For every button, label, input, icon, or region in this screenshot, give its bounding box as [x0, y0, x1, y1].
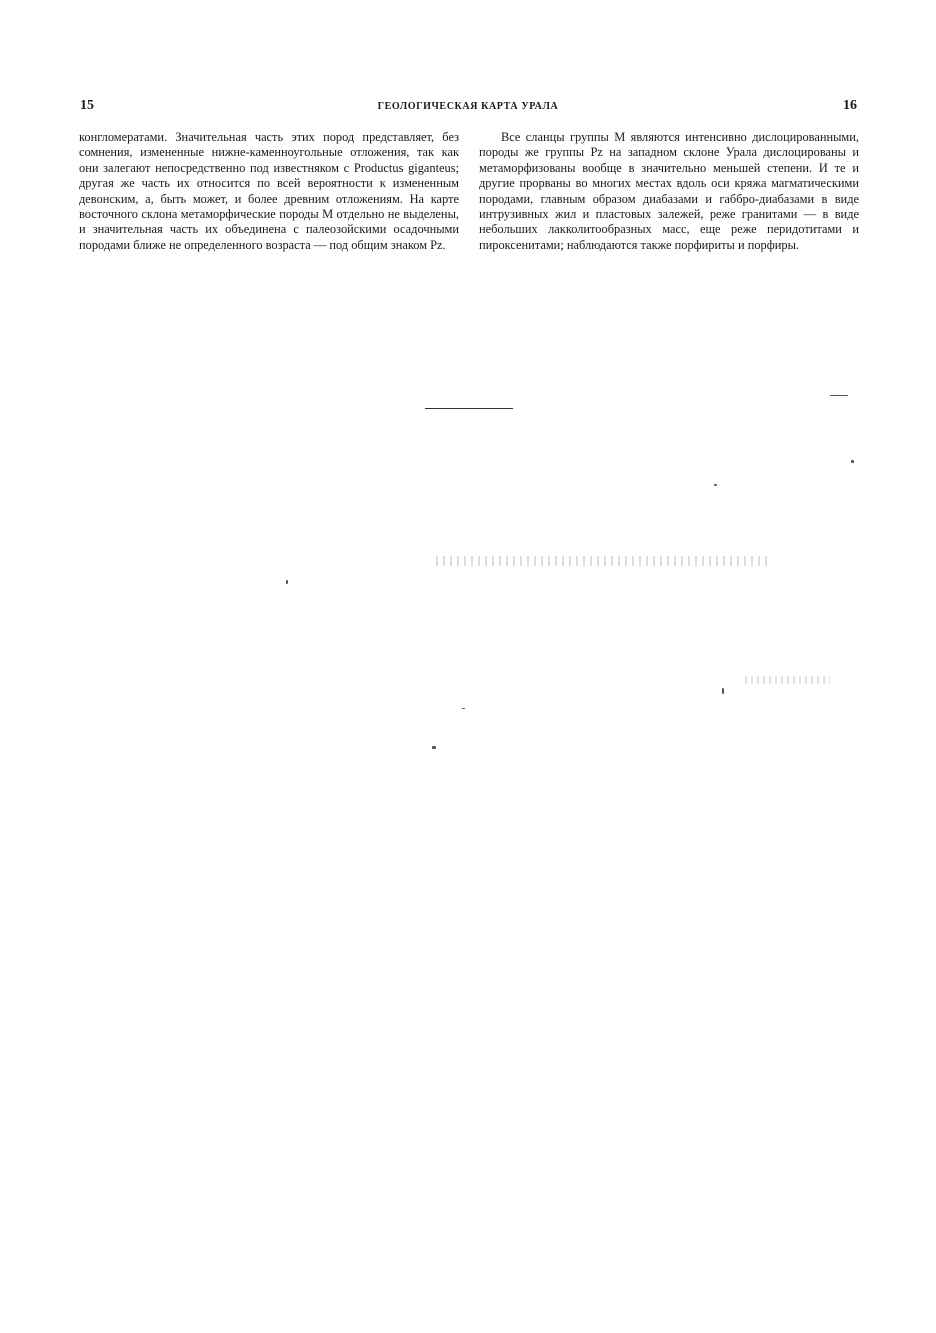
right-column: [479, 130, 859, 253]
scan-artifact: [745, 676, 830, 684]
right-paragraph: Все сланцы группы M являются интенсивно дислоцированными, породы же группы Pz на западном склоне Урала дислоцированы и метаморфизованы вообще в значительно меньшей степени. И те и другие прорваны во многих местах вдоль оси кряжа магматическими породами, главным образом диабазами и габбро-диабазами в виде интрузивных жил и пластовых залежей, реже гранитами — в виде небольших лакколитообразных масс, еще реже перидотитами и пироксенитами; наблюдаются также порфириты и порфиры.: [479, 130, 859, 252]
left-paragraph: конгломератами. Значительная часть этих пород представляет, без сомнения, измененные нижне-каменноугольные отложения, так как они залегают непосредственно под известняком с Productus giganteus; другая же часть их относится по всей вероятности к измененным девонским, а, быть может, и более древним отложениям. На карте восточного склона метаморфические породы M отдельно не выделены, и значительная часть их объединена с палеозойскими осадочными породами ближе не определенного возраста — под общим знаком Pz.: [79, 130, 459, 252]
page-number-right: 16: [843, 98, 857, 113]
scan-artifact: [436, 556, 771, 566]
scan-speck: [722, 688, 724, 694]
scan-speck: [286, 580, 288, 584]
scan-speck: [851, 460, 854, 463]
section-divider: [425, 408, 513, 409]
running-title: ГЕОЛОГИЧЕСКАЯ КАРТА УРАЛА: [377, 101, 559, 112]
scan-speck: [830, 395, 848, 396]
page-number-left: 15: [80, 98, 94, 113]
scan-speck: [432, 746, 436, 749]
scan-speck: [714, 484, 717, 486]
left-column: [79, 130, 459, 253]
scan-speck: [462, 708, 465, 709]
